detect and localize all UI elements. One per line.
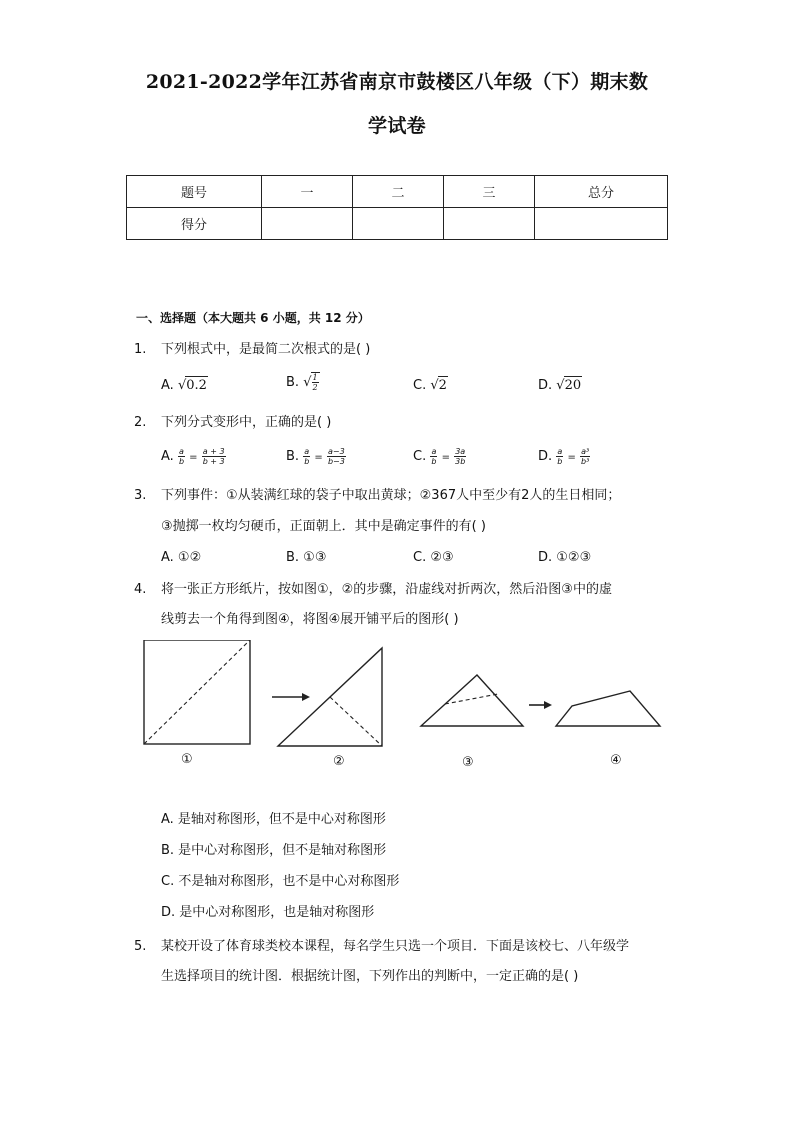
exam-title-line2: 学试卷 [368, 115, 426, 137]
question-number: 4. [134, 582, 147, 597]
q4-option-c[interactable]: C. 不是轴对称图形，也不是中心对称图形 [161, 874, 400, 889]
fraction [178, 447, 185, 466]
fraction-denominator: 2 [312, 383, 318, 392]
equals-sign: = [441, 452, 450, 463]
sqrt-radicand: 0.2 [186, 378, 207, 393]
q3-option-b[interactable]: B. ①③ [286, 550, 327, 565]
figure-1-square [144, 640, 250, 744]
q3-option-c[interactable]: C. ②③ [413, 550, 454, 565]
q2-option-b[interactable] [286, 447, 346, 467]
fraction-denominator: 3b [455, 457, 466, 466]
fraction-numerator: a [179, 447, 184, 456]
q1-option-c[interactable] [413, 376, 448, 395]
fraction [202, 447, 226, 466]
fraction-numerator: a [557, 447, 563, 456]
score-header-cell: 一 [262, 176, 353, 208]
figure-label: ④ [610, 753, 622, 768]
figure-4-cut-shape [556, 691, 660, 726]
fraction [327, 447, 346, 466]
fraction [580, 447, 590, 466]
question-number: 5. [134, 939, 147, 954]
q4-option-d[interactable]: D. 是中心对称图形，也是轴对称图形 [161, 905, 375, 920]
fraction-numerator: a [431, 447, 437, 456]
option-label: C. [413, 378, 427, 393]
figure-3-triangle [421, 675, 523, 726]
fraction-denominator: b−3 [327, 457, 345, 466]
question-text-line2: ③抛掷一枚均匀硬币，正面朝上．其中是确定事件的有( ) [161, 519, 486, 534]
q2-option-a[interactable] [161, 447, 226, 467]
score-header-cell: 二 [353, 176, 444, 208]
paper-folding-figure [130, 640, 670, 780]
equals-sign: = [567, 452, 576, 463]
option-label: D. [538, 378, 553, 393]
q2-option-d[interactable] [538, 447, 590, 467]
score-header-cell: 三 [444, 176, 535, 208]
question-number: 2. [134, 415, 147, 430]
sqrt-expression: √ $\frac{1}{2}$ [303, 373, 318, 392]
sqrt-radicand: 2 [438, 378, 447, 393]
q1-option-d[interactable] [538, 376, 582, 395]
fraction-numerator: a + 3 [202, 447, 225, 456]
arrow-icon [272, 693, 310, 701]
q3-option-d[interactable]: D. ①②③ [538, 550, 592, 565]
fraction-denominator: b³ [581, 457, 590, 466]
q2-option-c[interactable] [413, 447, 466, 467]
fraction [454, 447, 466, 466]
score-header-cell: 总分 [535, 176, 668, 208]
option-label: B. [286, 449, 300, 464]
question-text-line1: 某校开设了体育球类校本课程，每名学生只选一个项目．下面是该校七、八年级学 [161, 939, 630, 954]
equals-sign: = [189, 452, 198, 463]
fraction [303, 447, 310, 466]
sqrt-expression: √0.2 [177, 378, 207, 393]
score-cell[interactable] [262, 208, 353, 240]
question-text: 下列分式变形中，正确的是( ) [161, 415, 332, 430]
question-number: 1. [134, 342, 147, 357]
sqrt-expression: √20 [556, 378, 582, 393]
equals-sign: = [314, 452, 323, 463]
question-number: 3. [134, 488, 147, 503]
option-label: A. [161, 378, 174, 393]
question-text: 下列根式中，是最简二次根式的是( ) [161, 342, 371, 357]
sqrt-expression: √2 [430, 378, 447, 393]
q1-option-b[interactable] [286, 372, 320, 392]
option-label: D. [538, 449, 553, 464]
fraction-numerator: 3a [455, 447, 466, 456]
q4-option-a[interactable]: A. 是轴对称图形，但不是中心对称图形 [161, 812, 386, 827]
sqrt-radicand: 20 [564, 378, 582, 393]
fraction-denominator: b [178, 457, 185, 466]
exam-title-line1: 2021-2022学年江苏省南京市鼓楼区八年级（下）期末数 [145, 71, 649, 93]
score-table-score-row [127, 208, 668, 240]
fraction-denominator: b + 3 [202, 457, 225, 466]
fraction-denominator: b [431, 457, 437, 466]
q1-option-a[interactable] [161, 376, 208, 395]
fraction-denominator: b [557, 457, 563, 466]
q3-option-a[interactable]: A. ①② [161, 550, 202, 565]
question-text-line2: 线剪去一个角得到图④，将图④展开铺平后的图形( ) [161, 612, 459, 627]
figure-label: ③ [462, 755, 474, 770]
question-text-line1: 将一张正方形纸片，按如图①，②的步骤，沿虚线对折两次，然后沿图③中的虚 [161, 582, 612, 597]
score-table-header-row [127, 176, 668, 208]
option-label: A. [161, 449, 174, 464]
score-cell[interactable] [535, 208, 668, 240]
figure-label: ① [181, 752, 193, 767]
fraction [556, 447, 563, 466]
question-text-line2: 生选择项目的统计图．根据统计图，下列作出的判断中，一定正确的是( ) [161, 969, 579, 984]
option-label: B. [286, 375, 300, 390]
option-label: C. [413, 449, 427, 464]
fraction-denominator: b [304, 457, 310, 466]
section-heading: 一、选择题（本大题共 6 小题，共 12 分） [136, 311, 370, 325]
arrow-icon [529, 701, 552, 709]
fraction-numerator: a−3 [328, 447, 345, 456]
fraction-numerator: 1 [312, 373, 318, 382]
figure-label: ② [333, 754, 345, 769]
fraction [430, 447, 437, 466]
question-text-line1: 下列事件：①从装满红球的袋子中取出黄球；②367人中至少有2人的生日相同； [161, 488, 621, 503]
score-cell[interactable] [444, 208, 535, 240]
score-cell[interactable] [353, 208, 444, 240]
fraction-numerator: a³ [581, 447, 590, 456]
score-table [126, 175, 668, 240]
q4-option-b[interactable]: B. 是中心对称图形，但不是轴对称图形 [161, 843, 387, 858]
score-row-label: 得分 [127, 208, 262, 240]
fraction-numerator: a [304, 447, 310, 456]
score-header-cell: 题号 [127, 176, 262, 208]
